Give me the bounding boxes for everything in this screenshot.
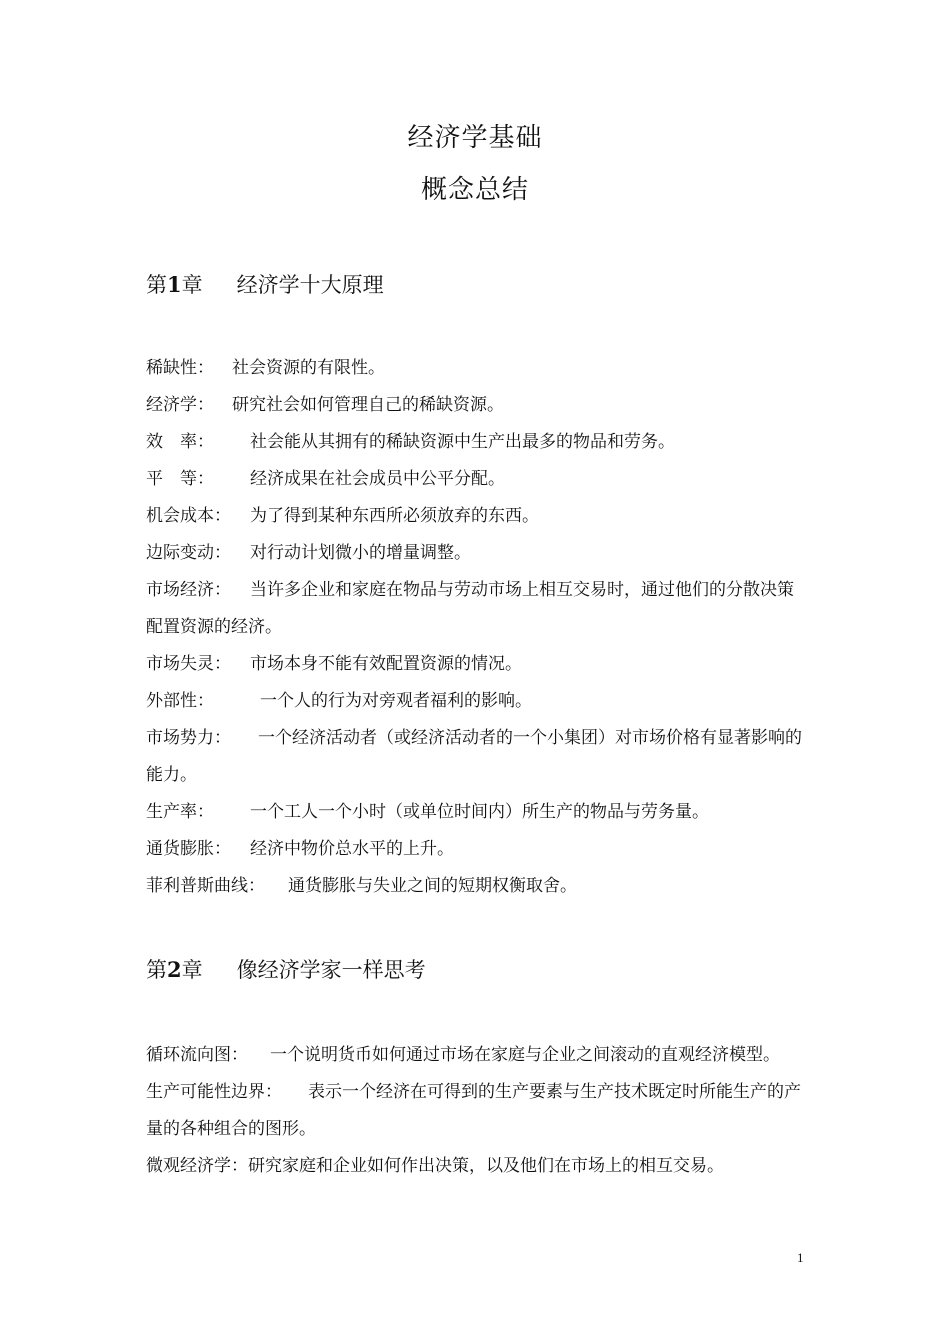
- entry-term: 生产率：: [146, 802, 214, 822]
- entry-definition: 为了得到某种东西所必须放弃的东西。: [250, 506, 539, 526]
- entry-definition: 对行动计划微小的增量调整。: [250, 543, 471, 563]
- entry-term: 机会成本：: [146, 506, 231, 526]
- chapter-1-suffix: 章: [181, 273, 203, 297]
- chapter-2-heading: [146, 955, 426, 985]
- entry-inflation: [146, 831, 810, 868]
- entry-term: 边际变动：: [146, 543, 231, 563]
- entry-term: 市场势力：: [146, 728, 231, 748]
- chapter-2-entries: [146, 1037, 810, 1185]
- entry-definition: 经济成果在社会成员中公平分配。: [250, 469, 505, 489]
- entry-definition: 研究社会如何管理自己的稀缺资源。: [232, 395, 504, 415]
- entry-term: 稀缺性：: [146, 358, 214, 378]
- chapter-2-title: 像经济学家一样思考: [236, 958, 426, 982]
- entry-economics: [146, 387, 810, 424]
- chapter-1-title: 经济学十大原理: [236, 273, 384, 297]
- page-number: 1: [797, 1250, 804, 1265]
- entry-definition: 一个说明货币如何通过市场在家庭与企业之间滚动的直观经济模型。: [270, 1045, 780, 1065]
- entry-definition: 一个经济活动者（或经济活动者的一个小集团）对市场价格有显著影响的能力。: [146, 728, 802, 785]
- entry-scarcity: [146, 350, 810, 387]
- entry-term: 效 率：: [146, 432, 214, 452]
- entry-market-economy: [146, 572, 810, 646]
- entry-ppf: [146, 1074, 810, 1148]
- entry-definition: 研究家庭和企业如何作出决策，以及他们在市场上的相互交易。: [248, 1156, 724, 1176]
- entry-term: 市场经济：: [146, 580, 231, 600]
- entry-equality: [146, 461, 810, 498]
- entry-definition: 社会资源的有限性。: [232, 358, 385, 378]
- entry-definition: 通货膨胀与失业之间的短期权衡取舍。: [288, 876, 577, 896]
- chapter-1-number: 1: [167, 272, 182, 297]
- entry-term: 菲利普斯曲线：: [146, 876, 265, 896]
- entry-term: 生产可能性边界：: [146, 1082, 282, 1102]
- chapter-1-entries: [146, 350, 810, 905]
- entry-term: 市场失灵：: [146, 654, 231, 674]
- document-title: [0, 112, 950, 216]
- entry-term: 通货膨胀：: [146, 839, 231, 859]
- entry-phillips-curve: [146, 868, 810, 905]
- entry-efficiency: [146, 424, 810, 461]
- entry-market-failure: [146, 646, 810, 683]
- chapter-1-prefix: 第: [146, 273, 167, 297]
- title-main: 经济学基础: [407, 123, 543, 153]
- entry-term: 经济学：: [146, 395, 214, 415]
- entry-externality: [146, 683, 810, 720]
- entry-definition: 表示一个经济在可得到的生产要素与生产技术既定时所能生产的产量的各种组合的图形。: [146, 1082, 801, 1139]
- entry-definition: 经济中物价总水平的上升。: [250, 839, 454, 859]
- entry-definition: 一个人的行为对旁观者福利的影响。: [260, 691, 532, 711]
- entry-definition: 一个工人一个小时（或单位时间内）所生产的物品与劳务量。: [250, 802, 709, 822]
- entry-circular-flow: [146, 1037, 810, 1074]
- title-sub: 概念总结: [420, 175, 529, 205]
- entry-term: 平 等：: [146, 469, 214, 489]
- entry-definition: 社会能从其拥有的稀缺资源中生产出最多的物品和劳务。: [250, 432, 675, 452]
- chapter-1-heading: [146, 270, 384, 300]
- entry-term: 外部性：: [146, 691, 214, 711]
- entry-market-power: [146, 720, 810, 794]
- entry-marginal-change: [146, 535, 810, 572]
- chapter-2-number: 2: [167, 957, 182, 982]
- entry-definition: 市场本身不能有效配置资源的情况。: [250, 654, 522, 674]
- chapter-2-suffix: 章: [181, 958, 203, 982]
- entry-microeconomics: [146, 1148, 810, 1185]
- entry-definition: 当许多企业和家庭在物品与劳动市场上相互交易时，通过他们的分散决策配置资源的经济。: [146, 580, 794, 637]
- entry-productivity: [146, 794, 810, 831]
- entry-term: 微观经济学：: [146, 1156, 248, 1176]
- entry-opportunity-cost: [146, 498, 810, 535]
- chapter-2-prefix: 第: [146, 958, 167, 982]
- entry-term: 循环流向图：: [146, 1045, 248, 1065]
